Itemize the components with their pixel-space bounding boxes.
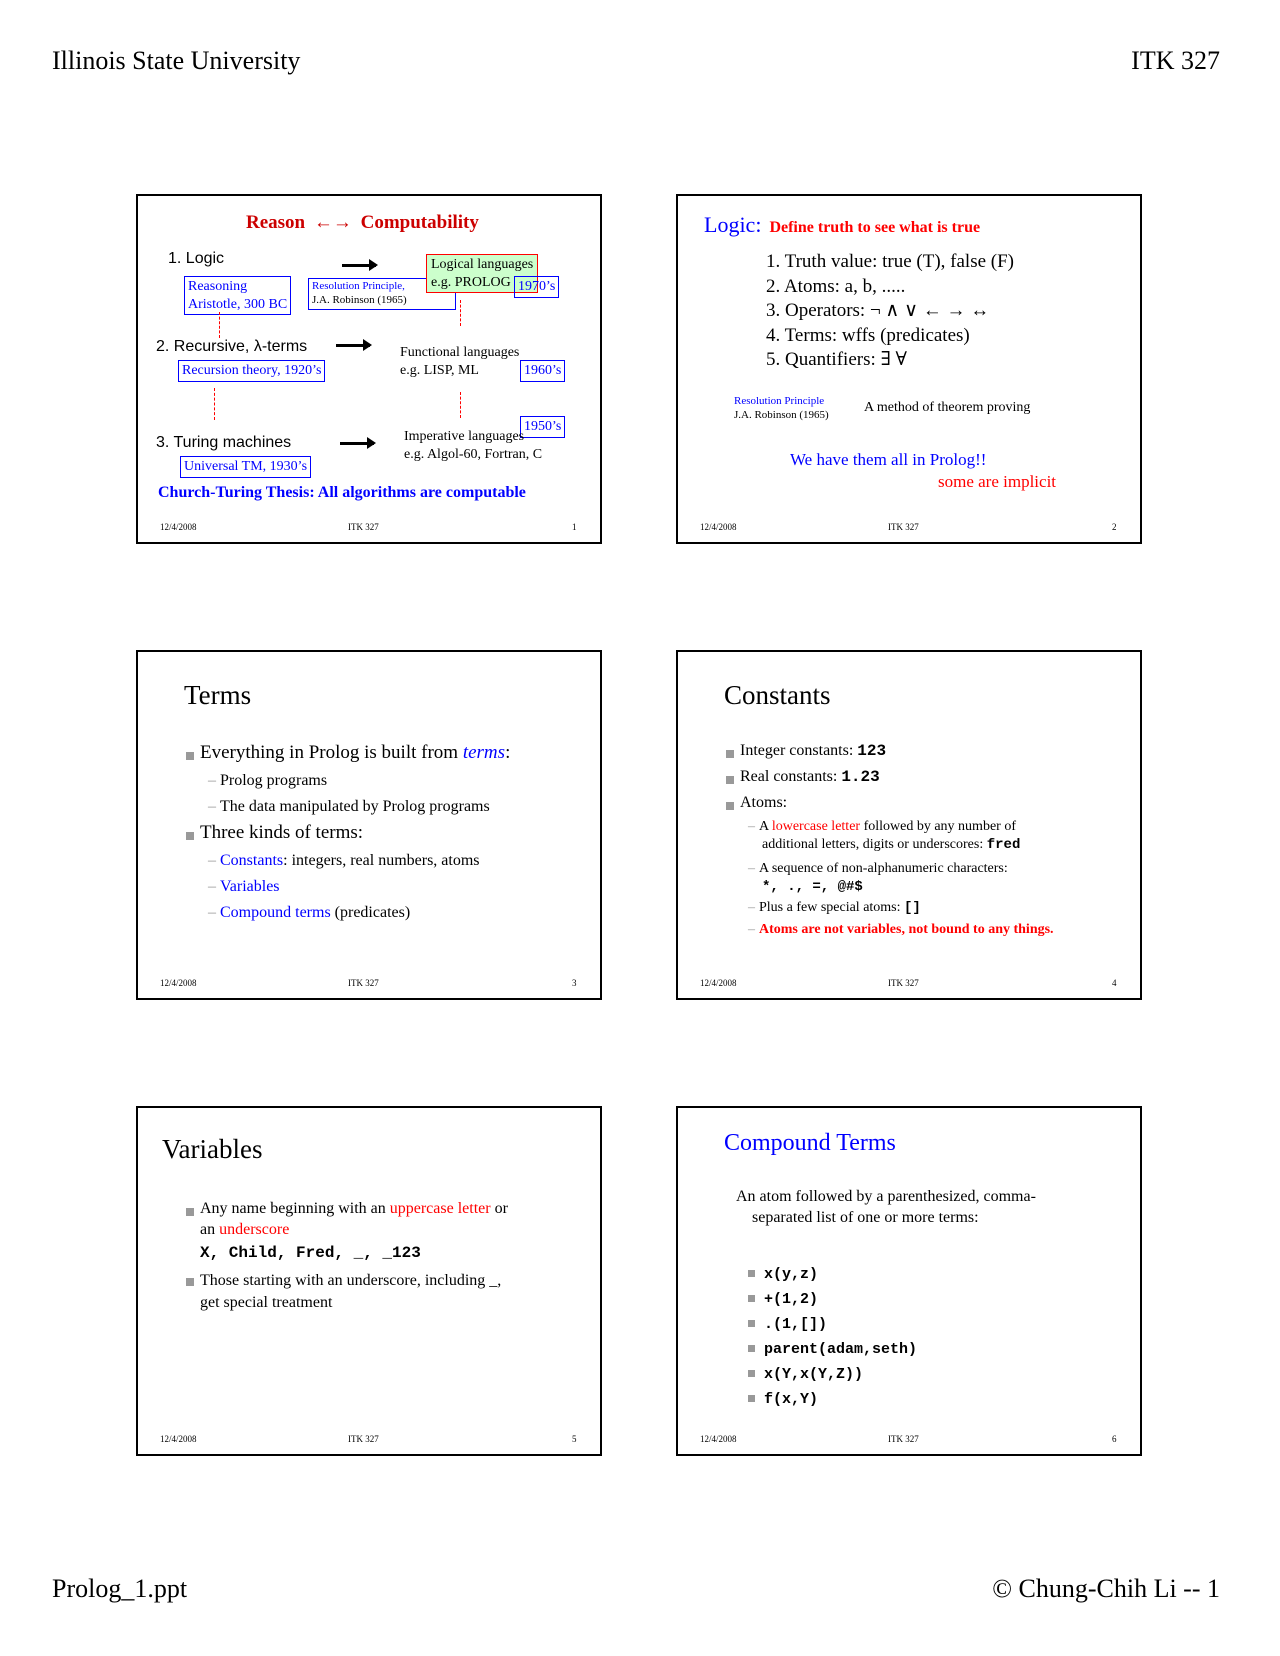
b1-red1: uppercase letter bbox=[389, 1200, 491, 1217]
slide-date: 12/4/2008 bbox=[700, 978, 737, 988]
dash-icon: – bbox=[748, 861, 755, 876]
real-value: 1.23 bbox=[841, 768, 880, 786]
slide-3-title: Terms bbox=[184, 680, 252, 710]
dashed-up-arrow-icon bbox=[460, 392, 461, 418]
page-header-left: Illinois State University bbox=[52, 46, 301, 75]
dashed-up-arrow-icon bbox=[460, 300, 461, 326]
slide-2 bbox=[676, 194, 1142, 544]
slide-course: ITK 327 bbox=[888, 1434, 919, 1444]
real-constants bbox=[740, 768, 880, 786]
functional-line2: e.g. LISP, ML bbox=[400, 363, 479, 379]
logical-lang-line1: Logical languages bbox=[431, 257, 534, 272]
atoms-sub-2 bbox=[748, 860, 1008, 896]
slide-date: 12/4/2008 bbox=[700, 1434, 737, 1444]
recursion-theory-box: Recursion theory, 1920’s bbox=[178, 360, 325, 382]
resolution-principle bbox=[734, 394, 829, 423]
slide-number: 5 bbox=[572, 1434, 577, 1444]
bullet-square-icon bbox=[186, 752, 194, 760]
page-header-right: ITK 327 bbox=[1131, 46, 1220, 75]
sub2-text: The data manipulated by Prolog programs bbox=[220, 798, 490, 815]
dashed-connector bbox=[214, 388, 215, 420]
variables-bullet-1 bbox=[200, 1198, 508, 1264]
example-code: x(y,z) bbox=[764, 1266, 819, 1283]
slide-course: ITK 327 bbox=[888, 522, 919, 532]
slide-number: 6 bbox=[1112, 1434, 1117, 1444]
reasoning-line1: Reasoning bbox=[188, 279, 248, 294]
terms-bullet-2: Three kinds of terms: bbox=[200, 822, 364, 843]
slide-3 bbox=[136, 650, 602, 1000]
example-code: parent(adam,seth) bbox=[764, 1341, 918, 1358]
logic-item: 1. Truth value: true (T), false (F) bbox=[766, 251, 1015, 272]
example-item bbox=[748, 1287, 917, 1312]
resolution-line1: Resolution Principle bbox=[734, 395, 825, 407]
compound-description bbox=[736, 1186, 1036, 1228]
bullet1-suffix: : bbox=[505, 742, 511, 763]
logic-list bbox=[766, 250, 1014, 373]
dash-icon: – bbox=[208, 852, 216, 869]
variables-bullet-2 bbox=[200, 1270, 501, 1314]
a1-line2: additional letters, digits or underscores: bbox=[762, 837, 987, 852]
constants-label: Constants bbox=[220, 852, 284, 869]
bullet-square-icon bbox=[748, 1395, 755, 1402]
terms-sub-1 bbox=[208, 772, 327, 790]
bidirectional-arrow-icon: ←→ bbox=[313, 212, 352, 233]
example-item bbox=[748, 1262, 917, 1287]
slide-number: 2 bbox=[1112, 522, 1117, 532]
imperative-line1: Imperative languages bbox=[404, 429, 525, 444]
compound-label: Compound terms bbox=[220, 904, 331, 921]
reasoning-box bbox=[184, 276, 291, 315]
a3-code: [] bbox=[904, 900, 921, 916]
example-item bbox=[748, 1362, 917, 1387]
a2-line1: A sequence of non-alphanumeric characters: bbox=[759, 861, 1008, 876]
real-label: Real constants: bbox=[740, 768, 842, 785]
year-1970-box: 1970’s bbox=[514, 276, 559, 298]
slide-4-title: Constants bbox=[724, 680, 831, 710]
slide-1 bbox=[136, 194, 602, 544]
slide-5-title: Variables bbox=[162, 1134, 263, 1164]
universal-tm-box: Universal TM, 1930’s bbox=[180, 456, 311, 478]
int-value: 123 bbox=[857, 742, 887, 760]
a1-rest: followed by any number of bbox=[860, 819, 1016, 834]
slide-5 bbox=[136, 1106, 602, 1456]
compound-examples bbox=[748, 1262, 917, 1412]
bullet-square-icon bbox=[748, 1345, 755, 1352]
slide-number: 3 bbox=[572, 978, 577, 988]
slide-6 bbox=[676, 1106, 1142, 1456]
prolog-note: We have them all in Prolog!! bbox=[790, 450, 987, 469]
arrow-right-icon bbox=[342, 264, 376, 267]
terms-bullet-1 bbox=[200, 742, 510, 764]
atoms-sub-4 bbox=[748, 922, 1054, 938]
sub1-text: Prolog programs bbox=[220, 772, 328, 789]
slide-course: ITK 327 bbox=[348, 1434, 379, 1444]
logical-lang-line2: e.g. PROLOG bbox=[431, 274, 511, 290]
b2-line2: get special treatment bbox=[200, 1294, 333, 1311]
resolution-line1: Resolution Principle, bbox=[312, 280, 405, 292]
b1-red2: underscore bbox=[219, 1221, 290, 1238]
b1-prefix: Any name beginning with an bbox=[200, 1200, 390, 1217]
b1-line2-prefix: an bbox=[200, 1221, 220, 1238]
slide-number: 1 bbox=[572, 522, 577, 532]
dash-icon: – bbox=[208, 878, 216, 895]
terms-compound bbox=[208, 904, 410, 922]
year-1960-box: 1960’s bbox=[520, 360, 565, 382]
bullet-square-icon bbox=[726, 750, 734, 758]
arrow-right-icon bbox=[340, 442, 374, 445]
bullet1-prefix: Everything in Prolog is built from bbox=[200, 742, 463, 763]
integer-constants bbox=[740, 742, 886, 760]
b1-mid: or bbox=[490, 1200, 508, 1217]
item-turing: 3. Turing machines bbox=[156, 434, 292, 451]
item-recursive: 2. Recursive, λ-terms bbox=[156, 338, 308, 355]
dash-icon: – bbox=[748, 819, 755, 834]
slide-course: ITK 327 bbox=[888, 978, 919, 988]
terms-sub-2 bbox=[208, 798, 490, 816]
bullet-square-icon bbox=[748, 1295, 755, 1302]
item-logic: 1. Logic bbox=[168, 250, 225, 267]
arrow-right-icon bbox=[336, 344, 370, 347]
a3-text: Plus a few special atoms: bbox=[759, 900, 905, 915]
dash-icon: – bbox=[748, 900, 755, 915]
variable-examples: X, Child, Fred, _, _123 bbox=[200, 1244, 421, 1262]
page-footer-right: © Chung-Chih Li -- 1 bbox=[992, 1574, 1220, 1603]
example-item bbox=[748, 1312, 917, 1337]
bullet-square-icon bbox=[748, 1370, 755, 1377]
slide-date: 12/4/2008 bbox=[160, 522, 197, 532]
slide-4 bbox=[676, 650, 1142, 1000]
atoms-sub-3 bbox=[748, 900, 921, 916]
variables-label: Variables bbox=[220, 878, 280, 895]
bullet-square-icon bbox=[726, 802, 734, 810]
slide-1-title bbox=[246, 212, 479, 234]
terms-constants bbox=[208, 852, 480, 870]
functional-line1: Functional languages bbox=[400, 345, 520, 360]
church-turing-thesis: Church-Turing Thesis: All algorithms are computable bbox=[158, 484, 526, 501]
bullet-square-icon bbox=[748, 1320, 755, 1327]
functional-languages bbox=[400, 344, 519, 380]
resolution-line2: J.A. Robinson (1965) bbox=[734, 409, 829, 422]
bullet-square-icon bbox=[186, 1208, 194, 1216]
example-code: +(1,2) bbox=[764, 1291, 819, 1308]
logic-item: 3. Operators: ¬ ∧ ∨ ← → ↔ bbox=[766, 300, 990, 321]
b2-line1: Those starting with an underscore, including _, bbox=[200, 1272, 502, 1289]
dash-icon: – bbox=[208, 904, 216, 921]
title-subtitle: Define truth to see what is true bbox=[769, 219, 981, 236]
example-item bbox=[748, 1387, 917, 1412]
slide-2-title bbox=[704, 212, 980, 238]
page-footer-left: Prolog_1.ppt bbox=[52, 1574, 188, 1603]
a4-text: Atoms are not variables, not bound to any things. bbox=[759, 922, 1054, 937]
slide-6-title: Compound Terms bbox=[724, 1130, 896, 1156]
logic-item: 4. Terms: wffs (predicates) bbox=[766, 324, 970, 346]
a1-code: fred bbox=[986, 837, 1021, 853]
imperative-languages bbox=[404, 428, 542, 464]
resolution-line2: J.A. Robinson (1965) bbox=[312, 293, 407, 306]
bullet-square-icon bbox=[726, 776, 734, 784]
example-item bbox=[748, 1337, 917, 1362]
title-logic: Logic: bbox=[704, 212, 762, 237]
slide-course: ITK 327 bbox=[348, 522, 379, 532]
example-code: f(x,Y) bbox=[764, 1391, 819, 1408]
compound-rest: (predicates) bbox=[330, 904, 411, 921]
slide-date: 12/4/2008 bbox=[700, 522, 737, 532]
title-reason: Reason bbox=[246, 212, 306, 233]
example-code: x(Y,x(Y,Z)) bbox=[764, 1366, 864, 1383]
year-1950-box: 1950’s bbox=[520, 416, 565, 438]
atoms-label: Atoms: bbox=[740, 794, 788, 811]
method-text: A method of theorem proving bbox=[864, 400, 1031, 415]
imperative-line2: e.g. Algol-60, Fortran, C bbox=[404, 447, 543, 463]
dash-icon: – bbox=[748, 922, 755, 937]
slide-date: 12/4/2008 bbox=[160, 978, 197, 988]
int-label: Integer constants: bbox=[740, 742, 858, 759]
desc-line1: An atom followed by a parenthesized, comma- bbox=[736, 1188, 1036, 1205]
title-computability: Computability bbox=[360, 212, 479, 233]
example-code: .(1,[]) bbox=[764, 1316, 828, 1333]
logic-item: 5. Quantifiers: ∃ ∀ bbox=[766, 349, 908, 370]
dash-icon: – bbox=[208, 798, 216, 815]
implicit-note: some are implicit bbox=[938, 472, 1057, 491]
constants-rest: : integers, real numbers, atoms bbox=[283, 852, 480, 869]
bullet-square-icon bbox=[186, 832, 194, 840]
terms-variables bbox=[208, 878, 280, 896]
slide-number: 4 bbox=[1112, 978, 1117, 988]
a1-prefix: A bbox=[759, 819, 772, 834]
desc-line2: separated list of one or more terms: bbox=[752, 1209, 979, 1226]
slide-date: 12/4/2008 bbox=[160, 1434, 197, 1444]
logic-item: 2. Atoms: a, b, ..... bbox=[766, 275, 906, 297]
dash-icon: – bbox=[208, 772, 216, 789]
a2-code: *, ., =, @#$ bbox=[762, 879, 863, 895]
a1-red: lowercase letter bbox=[771, 819, 861, 834]
reasoning-line2: Aristotle, 300 BC bbox=[188, 296, 288, 312]
dashed-connector bbox=[219, 312, 220, 338]
bullet-square-icon bbox=[186, 1278, 194, 1286]
atoms-sub-1 bbox=[748, 818, 1020, 854]
bullet-square-icon bbox=[748, 1270, 755, 1277]
bullet1-emph: terms bbox=[462, 742, 506, 763]
slide-course: ITK 327 bbox=[348, 978, 379, 988]
